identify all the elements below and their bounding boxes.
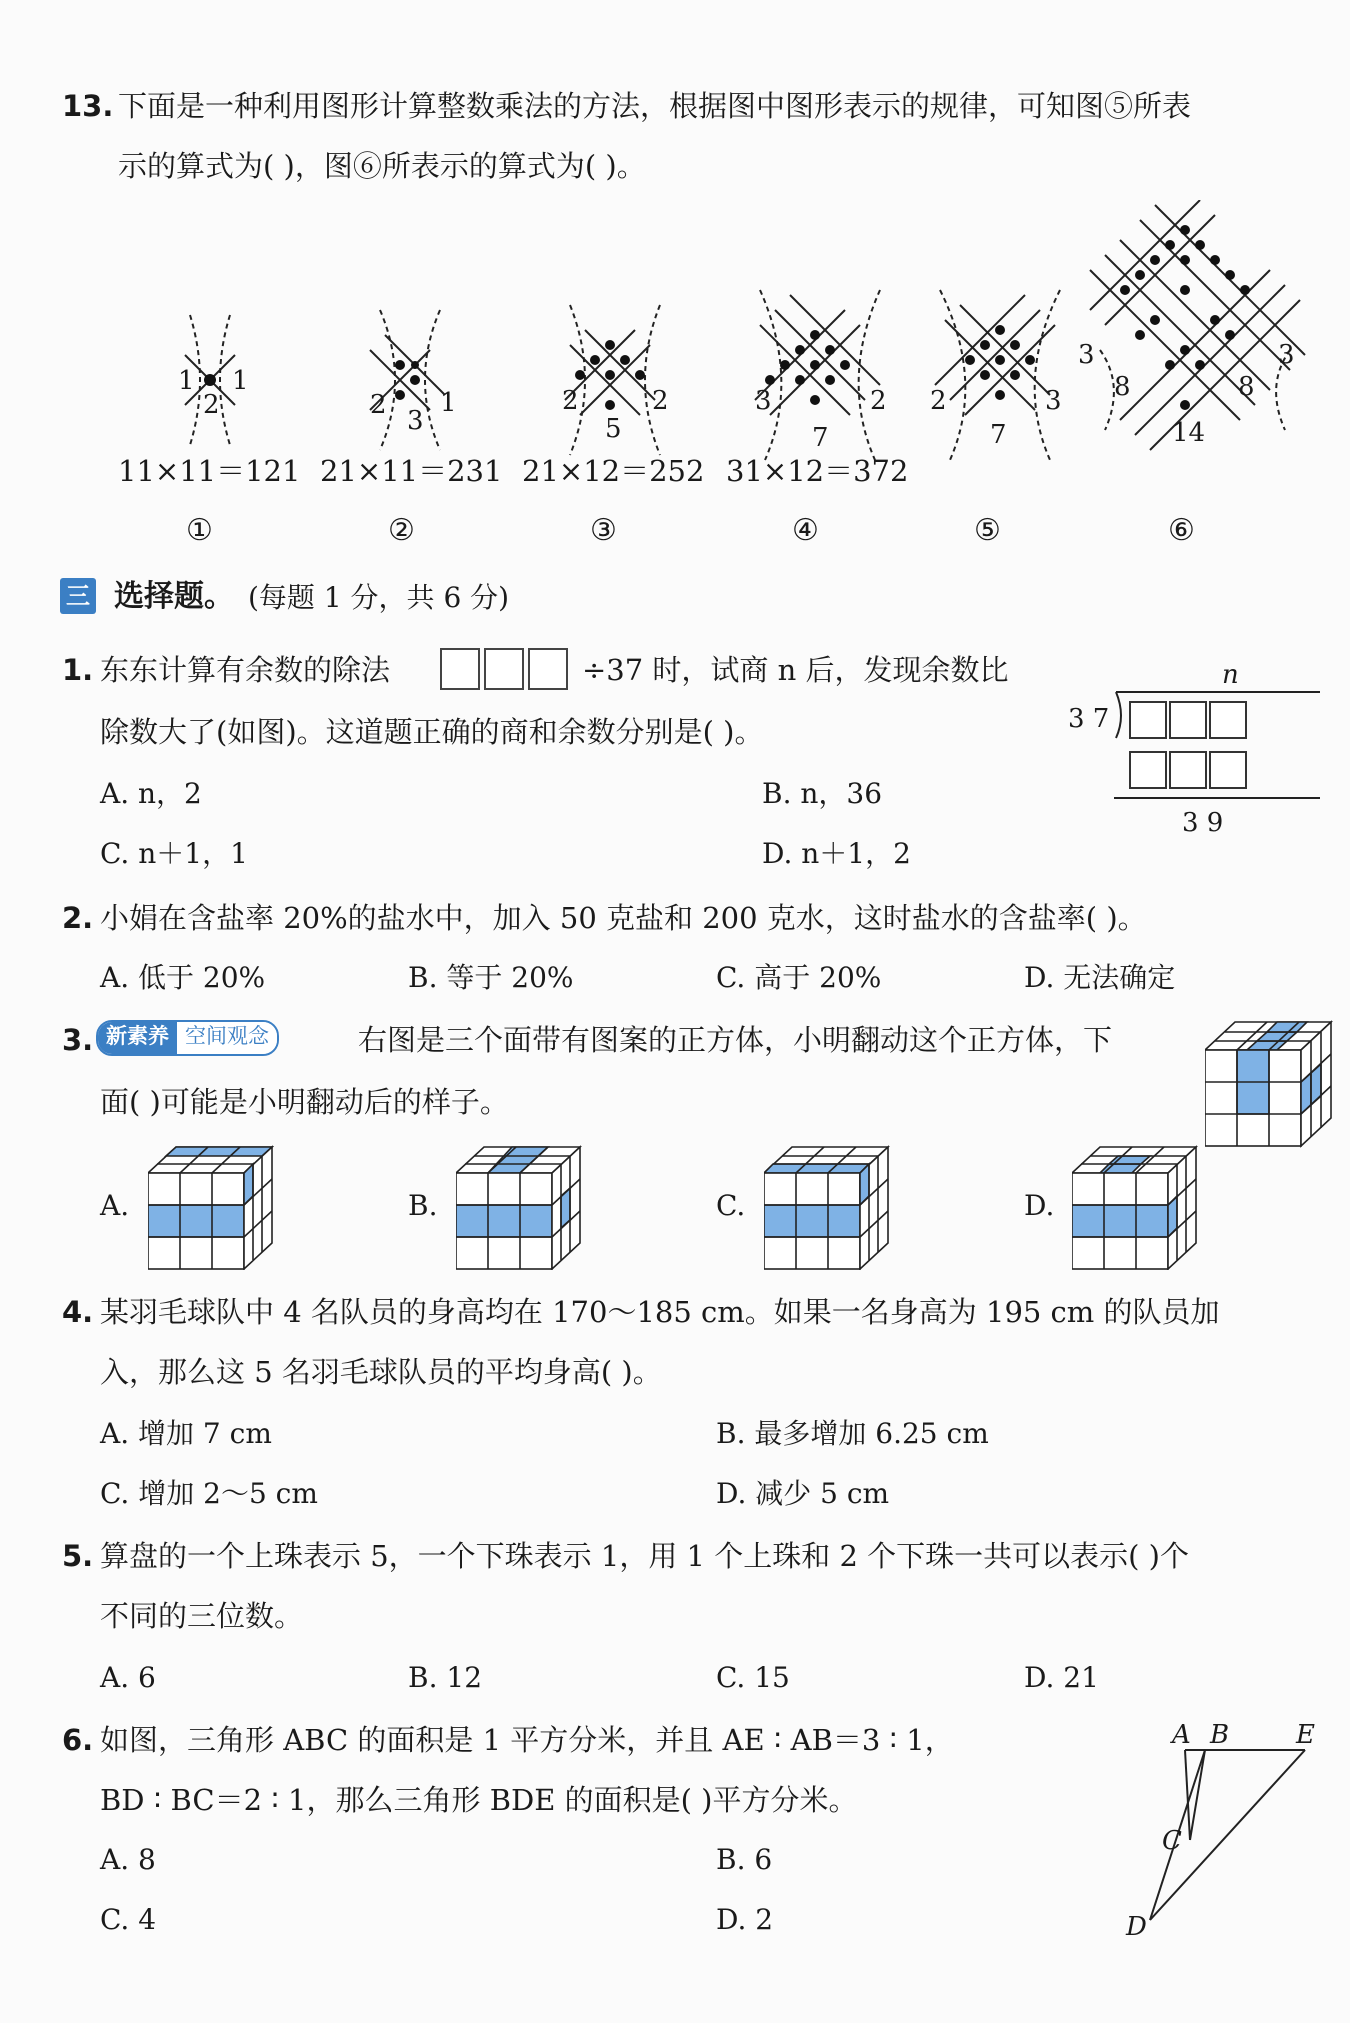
- fig6-lattice: [1090, 200, 1305, 450]
- digit-box: [440, 648, 480, 690]
- q6-point-a: A: [1172, 1720, 1191, 1750]
- q2-option-c[interactable]: C. 高于 20%: [716, 961, 882, 994]
- q3-reference-cube: [1205, 1020, 1345, 1150]
- q3-line1: 右图是三个面带有图案的正方体，小明翻动这个正方体，下: [358, 1023, 1113, 1057]
- q6-number: 6.: [62, 1723, 94, 1757]
- q3-literacy-tag: [96, 1020, 279, 1056]
- fig6-label-inner-left: 8: [1114, 372, 1131, 402]
- q3-number: 3.: [62, 1023, 94, 1057]
- q6-option-a[interactable]: A. 8: [100, 1843, 156, 1876]
- fig1-label-left: 1: [178, 366, 195, 396]
- q4-option-b[interactable]: B. 最多增加 6.25 cm: [716, 1417, 989, 1450]
- tag-spatial-concept: 空间观念: [177, 1022, 277, 1054]
- q5-line1: 算盘的一个上珠表示 5，一个下珠表示 1，用 1 个上珠和 2 个下珠一共可以表示( )个: [100, 1539, 1189, 1573]
- q2-option-a[interactable]: A. 低于 20%: [100, 961, 266, 994]
- fig3-label-bottom: 5: [605, 414, 622, 444]
- tag-new-literacy: 新素养: [98, 1022, 177, 1054]
- q2-number: 2.: [62, 901, 94, 935]
- q3-line2: 面( )可能是小明翻动后的样子。: [100, 1085, 509, 1119]
- q3-option-c-cube[interactable]: [764, 1145, 894, 1270]
- q6-option-c[interactable]: C. 4: [100, 1903, 157, 1936]
- q4-line2: 入，那么这 5 名羽毛球队员的平均身高( )。: [100, 1355, 662, 1389]
- fig5-label-bottom: 7: [990, 420, 1007, 450]
- q5-option-a[interactable]: A. 6: [100, 1661, 156, 1694]
- q3-option-d-label[interactable]: D.: [1024, 1189, 1055, 1222]
- section-note: (每题 1 分，共 6 分): [248, 581, 510, 614]
- q4-line1: 某羽毛球队中 4 名队员的身高均在 170～185 cm。如果一名身高为 195 cm 的队员加: [100, 1295, 1220, 1329]
- fig3-label-left: 2: [562, 386, 579, 416]
- q6-option-d[interactable]: D. 2: [716, 1903, 774, 1936]
- q1-fig-remainder: 3 9: [1182, 808, 1224, 838]
- q4-option-c[interactable]: C. 增加 2～5 cm: [100, 1477, 318, 1510]
- q3-option-a-label[interactable]: A.: [100, 1189, 130, 1222]
- fig3-label-right: 2: [652, 386, 669, 416]
- q1-number: 1.: [62, 653, 94, 687]
- q6-line2: BD ∶ BC＝2 ∶ 1，那么三角形 BDE 的面积是( )平方分米。: [100, 1783, 858, 1817]
- q1-option-a[interactable]: A. n，2: [100, 777, 202, 810]
- fig6-label-left: 3: [1078, 340, 1095, 370]
- q2-option-d[interactable]: D. 无法确定: [1024, 961, 1176, 994]
- q3-option-b-label[interactable]: B.: [408, 1189, 438, 1222]
- q5-option-c[interactable]: C. 15: [716, 1661, 790, 1694]
- q1-fig-divisor: 3 7: [1068, 704, 1110, 734]
- section-title: 选择题。: [114, 579, 234, 614]
- fig5-label-right: 3: [1045, 386, 1062, 416]
- q2-option-b[interactable]: B. 等于 20%: [408, 961, 574, 994]
- q5-line2: 不同的三位数。: [100, 1599, 304, 1633]
- equation-2: 21×11＝231: [320, 454, 503, 488]
- q6-point-c: C: [1162, 1826, 1182, 1856]
- q6-point-b: B: [1210, 1720, 1230, 1750]
- fig2-label-left: 2: [370, 390, 387, 420]
- q13-number: 13.: [62, 89, 114, 123]
- fig1-label-right: 1: [232, 366, 249, 396]
- fig1-label-bottom: 2: [203, 390, 220, 420]
- q5-number: 5.: [62, 1539, 94, 1573]
- circled-3: ③: [590, 513, 617, 548]
- q1-dividend-boxes: [440, 648, 572, 690]
- q13-line1: 下面是一种利用图形计算整数乘法的方法，根据图中图形表示的规律，可知图⑤所表: [118, 89, 1192, 123]
- fig6-label-bottom: 14: [1172, 418, 1206, 448]
- q3-option-c-label[interactable]: C.: [716, 1189, 746, 1222]
- q1-option-b[interactable]: B. n，36: [762, 777, 883, 810]
- q6-triangle-figure: [1130, 1740, 1330, 1940]
- q5-option-b[interactable]: B. 12: [408, 1661, 483, 1694]
- fig4-label-bottom: 7: [812, 423, 829, 453]
- digit-box: [528, 648, 568, 690]
- q6-point-e: E: [1296, 1720, 1315, 1750]
- fig6-label-right: 3: [1278, 340, 1295, 370]
- q13-line2: 示的算式为( )，图⑥所表示的算式为( )。: [118, 149, 646, 183]
- q1-line1b: ÷37 时，试商 n 后，发现余数比: [582, 653, 1009, 687]
- fig4-label-right: 2: [870, 386, 887, 416]
- q2-line1: 小娟在含盐率 20%的盐水中，加入 50 克盐和 200 克水，这时盐水的含盐率( )。: [100, 901, 1147, 935]
- equation-4: 31×12＝372: [726, 454, 909, 488]
- q3-option-a-cube[interactable]: [148, 1145, 278, 1270]
- q6-point-d: D: [1126, 1912, 1147, 1942]
- q1-line1a: 东东计算有余数的除法: [100, 653, 391, 687]
- fig4-label-left: 3: [755, 386, 772, 416]
- q3-option-d-cube[interactable]: [1072, 1145, 1202, 1270]
- q1-option-d[interactable]: D. n＋1，2: [762, 837, 911, 870]
- q4-number: 4.: [62, 1295, 94, 1329]
- q6-option-b[interactable]: B. 6: [716, 1843, 773, 1876]
- section-badge: 三: [60, 578, 96, 614]
- q1-option-c[interactable]: C. n＋1，1: [100, 837, 248, 870]
- digit-box: [484, 648, 524, 690]
- equation-1: 11×11＝121: [118, 454, 301, 488]
- q1-fig-quotient: n: [1222, 660, 1239, 690]
- q5-option-d[interactable]: D. 21: [1024, 1661, 1099, 1694]
- q3-option-b-cube[interactable]: [456, 1145, 586, 1270]
- circled-5: ⑤: [974, 513, 1001, 548]
- fig2-label-right: 1: [440, 388, 457, 418]
- q4-option-d[interactable]: D. 减少 5 cm: [716, 1477, 890, 1510]
- fig5-label-left: 2: [930, 386, 947, 416]
- equation-3: 21×12＝252: [522, 454, 705, 488]
- q1-line2: 除数大了(如图)。这道题正确的商和余数分别是( )。: [100, 715, 764, 749]
- q6-line1: 如图，三角形 ABC 的面积是 1 平方分米，并且 AE ∶ AB＝3 ∶ 1，: [100, 1723, 954, 1757]
- fig6-label-inner-right: 8: [1238, 372, 1255, 402]
- circled-2: ②: [388, 513, 415, 548]
- circled-6: ⑥: [1168, 513, 1195, 548]
- circled-4: ④: [792, 513, 819, 548]
- fig2-label-bottom: 3: [407, 406, 424, 436]
- circled-1: ①: [186, 513, 213, 548]
- q4-option-a[interactable]: A. 增加 7 cm: [100, 1417, 272, 1450]
